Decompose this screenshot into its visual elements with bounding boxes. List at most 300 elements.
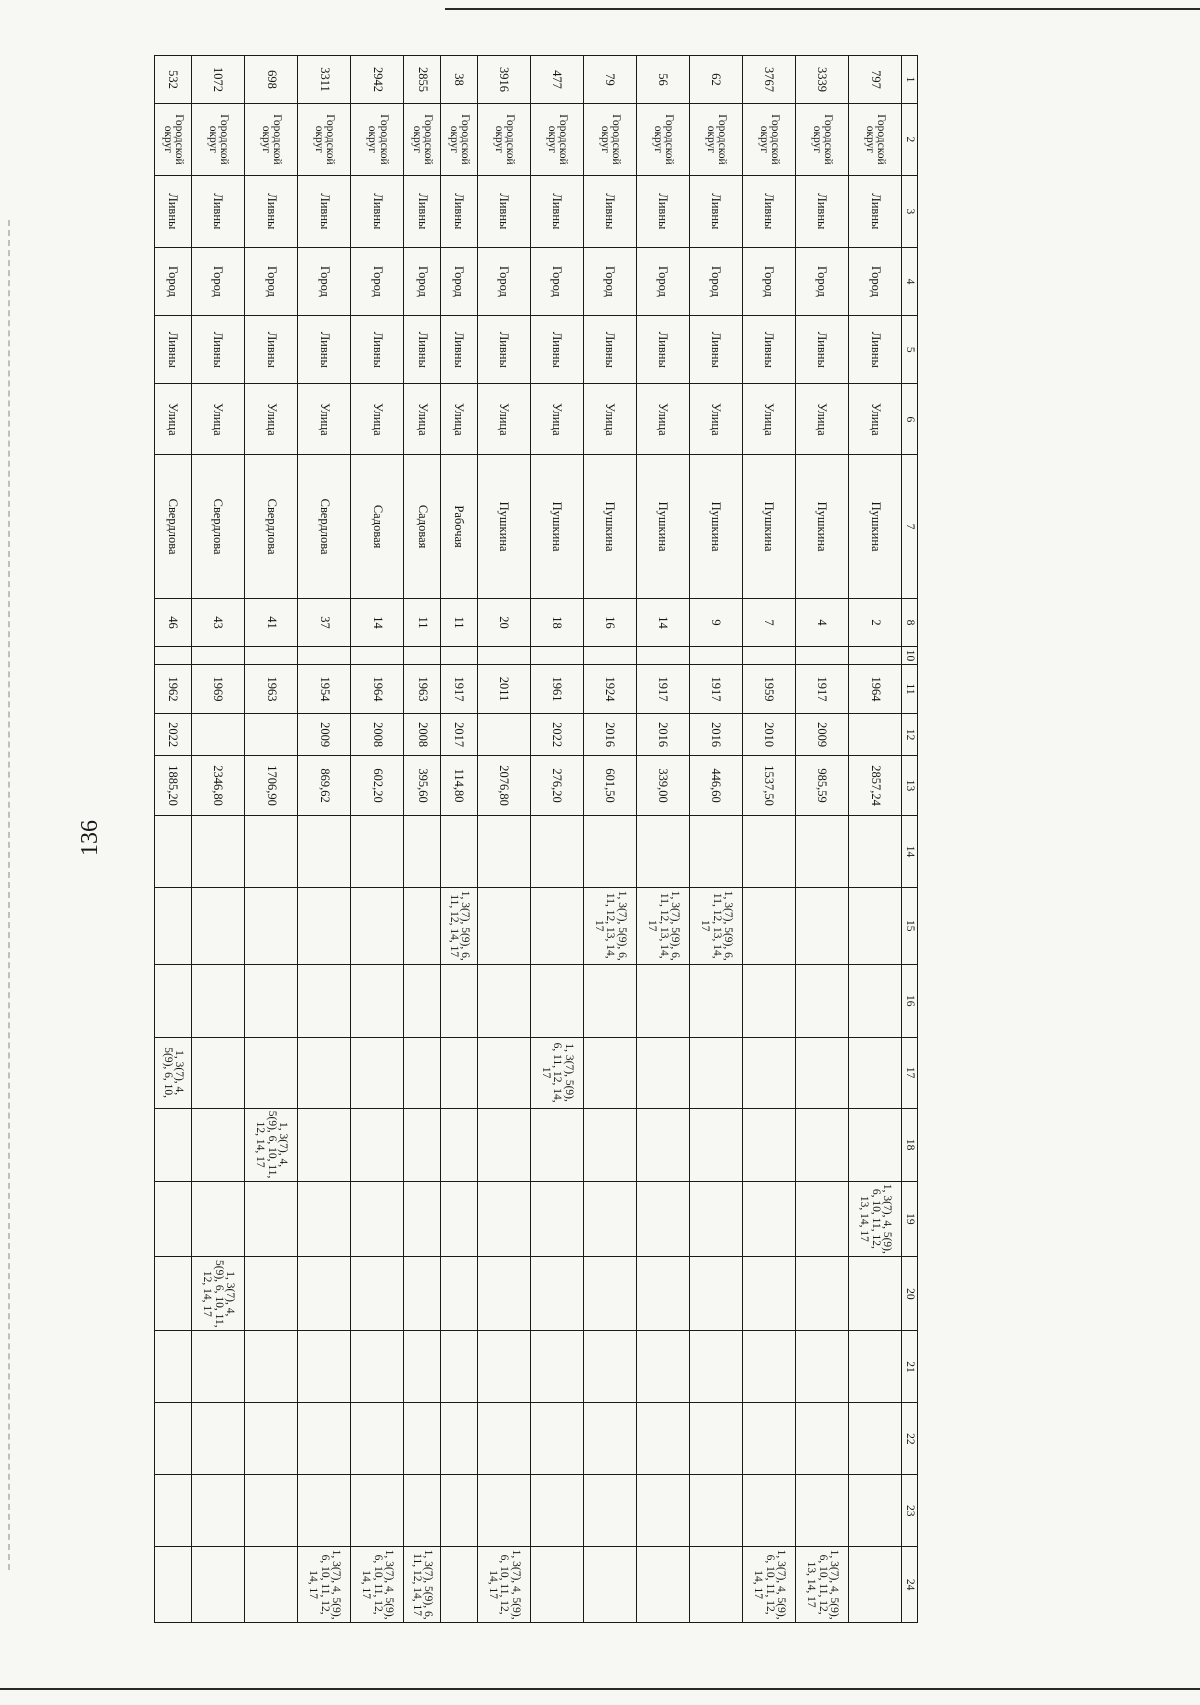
cell-c11: 1917: [689, 664, 742, 713]
cell-c23: [440, 1475, 477, 1547]
cell-c23: [351, 1475, 404, 1547]
margin-perforation: [8, 220, 10, 1570]
cell-c23: [636, 1475, 689, 1547]
cell-c4: Город: [795, 247, 848, 315]
cell-c21: [440, 1331, 477, 1403]
cell-c10: [155, 647, 192, 665]
cell-c18: [155, 1108, 192, 1181]
cell-c22: [440, 1403, 477, 1475]
cell-c10: [404, 647, 441, 665]
cell-c7: Пушкина: [530, 455, 583, 599]
cell-c10: [351, 647, 404, 665]
cell-c12: 2010: [742, 714, 795, 756]
cell-c6: Улица: [795, 384, 848, 455]
cell-c10: [477, 647, 530, 665]
cell-c13: 446,60: [689, 756, 742, 816]
header-col-6: 6: [902, 384, 918, 455]
cell-c7: Пушкина: [848, 455, 901, 599]
cell-c7: Пушкина: [583, 455, 636, 599]
cell-c6: Улица: [404, 384, 441, 455]
cell-c23: [404, 1475, 441, 1547]
cell-c16: [848, 964, 901, 1037]
cell-c15: [404, 887, 441, 964]
cell-c7: Пушкина: [636, 455, 689, 599]
cell-c18: [351, 1108, 404, 1181]
cell-c4: Город: [742, 247, 795, 315]
cell-c10: [530, 647, 583, 665]
cell-c24: 1, 3(7), 4, 5(9), 6, 10, 11, 12, 13, 14, 17: [795, 1547, 848, 1623]
cell-c16: [530, 964, 583, 1037]
cell-c19: [244, 1181, 297, 1257]
cell-c6: Улица: [351, 384, 404, 455]
cell-c13: 1537,50: [742, 756, 795, 816]
cell-c7: Свердлова: [244, 455, 297, 599]
cell-c11: 1924: [583, 664, 636, 713]
cell-c1: 698: [244, 56, 297, 104]
cell-c11: 1959: [742, 664, 795, 713]
cell-c4: Город: [636, 247, 689, 315]
cell-c17: 1, 3(7), 5(9), 6, 11, 12, 14, 17: [530, 1037, 583, 1108]
cell-c18: [689, 1108, 742, 1181]
cell-c23: [244, 1475, 297, 1547]
cell-c2: Городской округ: [477, 103, 530, 175]
header-col-5: 5: [902, 316, 918, 384]
cell-c6: Улица: [297, 384, 350, 455]
cell-c13: 602,20: [351, 756, 404, 816]
cell-c3: Ливны: [583, 175, 636, 247]
cell-c21: [191, 1331, 244, 1403]
top-rule: [445, 8, 1200, 10]
cell-c3: Ливны: [155, 175, 192, 247]
cell-c6: Улица: [636, 384, 689, 455]
header-col-24: 24: [902, 1547, 918, 1623]
cell-c13: 339,00: [636, 756, 689, 816]
cell-c1: 3311: [297, 56, 350, 104]
header-col-8: 8: [902, 599, 918, 647]
cell-c14: [636, 816, 689, 888]
cell-c5: Ливны: [297, 316, 350, 384]
cell-c21: [530, 1331, 583, 1403]
cell-c6: Улица: [477, 384, 530, 455]
header-col-20: 20: [902, 1257, 918, 1331]
cell-c19: [351, 1181, 404, 1257]
cell-c22: [297, 1403, 350, 1475]
cell-c19: [689, 1181, 742, 1257]
header-col-3: 3: [902, 175, 918, 247]
cell-c20: 1, 3(7), 4, 5(9), 6, 10, 11, 12, 14, 17: [191, 1257, 244, 1331]
cell-c6: Улица: [742, 384, 795, 455]
cell-c6: Улица: [191, 384, 244, 455]
cell-c10: [689, 647, 742, 665]
cell-c22: [155, 1403, 192, 1475]
cell-c7: Пушкина: [689, 455, 742, 599]
cell-c20: [404, 1257, 441, 1331]
cell-c20: [583, 1257, 636, 1331]
cell-c22: [583, 1403, 636, 1475]
cell-c16: [351, 964, 404, 1037]
header-col-4: 4: [902, 247, 918, 315]
cell-c18: [530, 1108, 583, 1181]
header-col-10: 10: [902, 647, 918, 665]
cell-c19: 1, 3(7), 4, 5(9), 6, 10, 11, 12, 13, 14, 17: [848, 1181, 901, 1257]
cell-c11: 1969: [191, 664, 244, 713]
cell-c8: 9: [689, 599, 742, 647]
cell-c11: 1961: [530, 664, 583, 713]
cell-c12: 2022: [530, 714, 583, 756]
cell-c15: [848, 887, 901, 964]
cell-c19: [297, 1181, 350, 1257]
table-row: [795, 56, 848, 1623]
cell-c22: [636, 1403, 689, 1475]
cell-c19: [440, 1181, 477, 1257]
cell-c18: [191, 1108, 244, 1181]
cell-c13: 114,80: [440, 756, 477, 816]
cell-c8: 14: [636, 599, 689, 647]
cell-c10: [297, 647, 350, 665]
cell-c18: [636, 1108, 689, 1181]
table-row: [191, 56, 244, 1623]
cell-c2: Городской округ: [636, 103, 689, 175]
cell-c13: 395,60: [404, 756, 441, 816]
cell-c22: [477, 1403, 530, 1475]
table-row: [636, 56, 689, 1623]
cell-c5: Ливны: [155, 316, 192, 384]
cell-c10: [795, 647, 848, 665]
cell-c20: [351, 1257, 404, 1331]
cell-c11: 1962: [155, 664, 192, 713]
cell-c8: 14: [351, 599, 404, 647]
cell-c2: Городской округ: [191, 103, 244, 175]
cell-c3: Ливны: [848, 175, 901, 247]
cell-c15: [244, 887, 297, 964]
header-col-22: 22: [902, 1403, 918, 1475]
cell-c3: Ливны: [795, 175, 848, 247]
cell-c16: [636, 964, 689, 1037]
cell-c17: [351, 1037, 404, 1108]
cell-c23: [155, 1475, 192, 1547]
cell-c5: Ливны: [477, 316, 530, 384]
cell-c23: [689, 1475, 742, 1547]
cell-c11: 1917: [795, 664, 848, 713]
table-row: [530, 56, 583, 1623]
cell-c17: [689, 1037, 742, 1108]
cell-c14: [477, 816, 530, 888]
cell-c6: Улица: [530, 384, 583, 455]
cell-c7: Свердлова: [155, 455, 192, 599]
cell-c24: [155, 1547, 192, 1623]
cell-c24: [689, 1547, 742, 1623]
cell-c12: 2022: [155, 714, 192, 756]
cell-c2: Городской округ: [530, 103, 583, 175]
cell-c13: 276,20: [530, 756, 583, 816]
cell-c24: [583, 1547, 636, 1623]
cell-c7: Пушкина: [795, 455, 848, 599]
cell-c19: [191, 1181, 244, 1257]
cell-c1: 2855: [404, 56, 441, 104]
table-row: [351, 56, 404, 1623]
cell-c8: 41: [244, 599, 297, 647]
cell-c14: [351, 816, 404, 888]
cell-c23: [848, 1475, 901, 1547]
header-col-21: 21: [902, 1331, 918, 1403]
data-table: [154, 55, 918, 1623]
header-col-2: 2: [902, 103, 918, 175]
cell-c5: Ливны: [440, 316, 477, 384]
cell-c4: Город: [440, 247, 477, 315]
cell-c18: [742, 1108, 795, 1181]
cell-c22: [848, 1403, 901, 1475]
cell-c3: Ливны: [351, 175, 404, 247]
cell-c6: Улица: [689, 384, 742, 455]
cell-c15: [795, 887, 848, 964]
cell-c14: [404, 816, 441, 888]
cell-c21: [351, 1331, 404, 1403]
cell-c16: [583, 964, 636, 1037]
cell-c16: [689, 964, 742, 1037]
cell-c14: [848, 816, 901, 888]
cell-c15: [351, 887, 404, 964]
cell-c2: Городской округ: [583, 103, 636, 175]
cell-c16: [742, 964, 795, 1037]
cell-c21: [583, 1331, 636, 1403]
table-row: [297, 56, 350, 1623]
cell-c16: [404, 964, 441, 1037]
cell-c12: [191, 714, 244, 756]
cell-c2: Городской округ: [404, 103, 441, 175]
cell-c24: [530, 1547, 583, 1623]
cell-c6: Улица: [155, 384, 192, 455]
cell-c13: 1885,20: [155, 756, 192, 816]
cell-c5: Ливны: [636, 316, 689, 384]
cell-c3: Ливны: [689, 175, 742, 247]
cell-c16: [155, 964, 192, 1037]
cell-c17: [477, 1037, 530, 1108]
cell-c22: [351, 1403, 404, 1475]
page-number: 136: [77, 820, 103, 856]
cell-c21: [155, 1331, 192, 1403]
cell-c14: [244, 816, 297, 888]
cell-c16: [244, 964, 297, 1037]
cell-c11: 2011: [477, 664, 530, 713]
cell-c16: [477, 964, 530, 1037]
cell-c15: [742, 887, 795, 964]
cell-c4: Город: [477, 247, 530, 315]
table-row: [689, 56, 742, 1623]
cell-c1: 477: [530, 56, 583, 104]
cell-c4: Город: [689, 247, 742, 315]
cell-c12: 2016: [583, 714, 636, 756]
cell-c17: [404, 1037, 441, 1108]
header-col-18: 18: [902, 1108, 918, 1181]
cell-c24: [636, 1547, 689, 1623]
cell-c11: 1963: [244, 664, 297, 713]
bottom-rule: [0, 1688, 1200, 1690]
cell-c23: [530, 1475, 583, 1547]
cell-c14: [155, 816, 192, 888]
header-col-15: 15: [902, 887, 918, 964]
cell-c18: 1, 3(7), 4, 5(9), 6, 10, 11, 12, 14, 17: [244, 1108, 297, 1181]
cell-c13: 2076,80: [477, 756, 530, 816]
cell-c20: [636, 1257, 689, 1331]
cell-c5: Ливны: [848, 316, 901, 384]
cell-c4: Город: [155, 247, 192, 315]
cell-c12: 2017: [440, 714, 477, 756]
cell-c22: [742, 1403, 795, 1475]
cell-c18: [297, 1108, 350, 1181]
cell-c15: [530, 887, 583, 964]
cell-c5: Ливны: [351, 316, 404, 384]
cell-c20: [244, 1257, 297, 1331]
cell-c13: 601,50: [583, 756, 636, 816]
cell-c12: 2016: [689, 714, 742, 756]
cell-c14: [440, 816, 477, 888]
cell-c15: 1, 3(7), 5(9), 6, 11, 12, 13, 14, 17: [636, 887, 689, 964]
cell-c24: [440, 1547, 477, 1623]
cell-c19: [404, 1181, 441, 1257]
cell-c21: [742, 1331, 795, 1403]
cell-c2: Городской округ: [297, 103, 350, 175]
cell-c20: [848, 1257, 901, 1331]
cell-c3: Ливны: [477, 175, 530, 247]
cell-c8: 16: [583, 599, 636, 647]
cell-c1: 532: [155, 56, 192, 104]
cell-c10: [583, 647, 636, 665]
cell-c23: [583, 1475, 636, 1547]
cell-c2: Городской округ: [795, 103, 848, 175]
table-row: [404, 56, 441, 1623]
cell-c12: 2016: [636, 714, 689, 756]
cell-c1: 3916: [477, 56, 530, 104]
cell-c2: Городской округ: [244, 103, 297, 175]
cell-c17: [297, 1037, 350, 1108]
cell-c2: Городской округ: [689, 103, 742, 175]
cell-c8: 2: [848, 599, 901, 647]
cell-c4: Город: [848, 247, 901, 315]
header-col-1: 1: [902, 56, 918, 104]
cell-c1: 1072: [191, 56, 244, 104]
cell-c2: Городской округ: [440, 103, 477, 175]
cell-c1: 797: [848, 56, 901, 104]
cell-c8: 43: [191, 599, 244, 647]
cell-c19: [477, 1181, 530, 1257]
cell-c15: [155, 887, 192, 964]
cell-c21: [297, 1331, 350, 1403]
cell-c12: [244, 714, 297, 756]
cell-c16: [440, 964, 477, 1037]
cell-c15: 1, 3(7), 5(9), 6, 11, 12, 13, 14, 17: [689, 887, 742, 964]
cell-c12: 2009: [795, 714, 848, 756]
cell-c1: 56: [636, 56, 689, 104]
cell-c20: [795, 1257, 848, 1331]
cell-c4: Город: [244, 247, 297, 315]
cell-c17: [742, 1037, 795, 1108]
cell-c1: 3339: [795, 56, 848, 104]
cell-c15: [191, 887, 244, 964]
cell-c19: [795, 1181, 848, 1257]
cell-c5: Ливны: [530, 316, 583, 384]
cell-c21: [636, 1331, 689, 1403]
table-row: [583, 56, 636, 1623]
cell-c13: 2857,24: [848, 756, 901, 816]
cell-c5: Ливны: [742, 316, 795, 384]
cell-c5: Ливны: [404, 316, 441, 384]
cell-c3: Ливны: [404, 175, 441, 247]
cell-c12: [477, 714, 530, 756]
cell-c1: 2942: [351, 56, 404, 104]
cell-c17: [636, 1037, 689, 1108]
cell-c3: Ливны: [636, 175, 689, 247]
cell-c16: [191, 964, 244, 1037]
cell-c24: [244, 1547, 297, 1623]
cell-c14: [297, 816, 350, 888]
cell-c15: 1, 3(7), 5(9), 6, 11, 12, 13, 14, 17: [583, 887, 636, 964]
cell-c17: 1, 3(7), 4, 5(9), 6, 10,: [155, 1037, 192, 1108]
header-col-16: 16: [902, 964, 918, 1037]
cell-c12: 2009: [297, 714, 350, 756]
cell-c13: 985,59: [795, 756, 848, 816]
cell-c23: [795, 1475, 848, 1547]
cell-c2: Городской округ: [848, 103, 901, 175]
cell-c4: Город: [530, 247, 583, 315]
cell-c14: [583, 816, 636, 888]
cell-c12: [848, 714, 901, 756]
cell-c5: Ливны: [244, 316, 297, 384]
cell-c7: Садовая: [404, 455, 441, 599]
cell-c4: Город: [404, 247, 441, 315]
cell-c8: 11: [440, 599, 477, 647]
cell-c3: Ливны: [440, 175, 477, 247]
cell-c18: [795, 1108, 848, 1181]
cell-c14: [689, 816, 742, 888]
cell-c17: [244, 1037, 297, 1108]
cell-c16: [795, 964, 848, 1037]
cell-c21: [244, 1331, 297, 1403]
cell-c4: Город: [351, 247, 404, 315]
cell-c4: Город: [191, 247, 244, 315]
cell-c4: Город: [297, 247, 350, 315]
cell-c23: [742, 1475, 795, 1547]
cell-c1: 38: [440, 56, 477, 104]
cell-c8: 4: [795, 599, 848, 647]
cell-c21: [848, 1331, 901, 1403]
table-row: [477, 56, 530, 1623]
cell-c21: [689, 1331, 742, 1403]
cell-c24: 1, 3(7), 5(9), 6, 11, 12, 14, 17: [404, 1547, 441, 1623]
cell-c18: [440, 1108, 477, 1181]
cell-c5: Ливны: [191, 316, 244, 384]
cell-c13: 869,62: [297, 756, 350, 816]
cell-c19: [155, 1181, 192, 1257]
header-col-7: 7: [902, 455, 918, 599]
cell-c10: [440, 647, 477, 665]
cell-c18: [477, 1108, 530, 1181]
cell-c22: [404, 1403, 441, 1475]
cell-c11: 1954: [297, 664, 350, 713]
cell-c24: 1, 3(7), 4, 5(9), 6, 10, 11, 12, 14, 17: [297, 1547, 350, 1623]
cell-c17: [583, 1037, 636, 1108]
cell-c20: [297, 1257, 350, 1331]
cell-c10: [244, 647, 297, 665]
cell-c22: [689, 1403, 742, 1475]
cell-c1: 3767: [742, 56, 795, 104]
cell-c5: Ливны: [583, 316, 636, 384]
cell-c2: Городской округ: [742, 103, 795, 175]
cell-c12: 2008: [404, 714, 441, 756]
cell-c24: 1, 3(7), 4, 5(9), 6, 10, 11, 12, 14, 17: [742, 1547, 795, 1623]
cell-c7: Рабочая: [440, 455, 477, 599]
cell-c19: [636, 1181, 689, 1257]
cell-c10: [742, 647, 795, 665]
